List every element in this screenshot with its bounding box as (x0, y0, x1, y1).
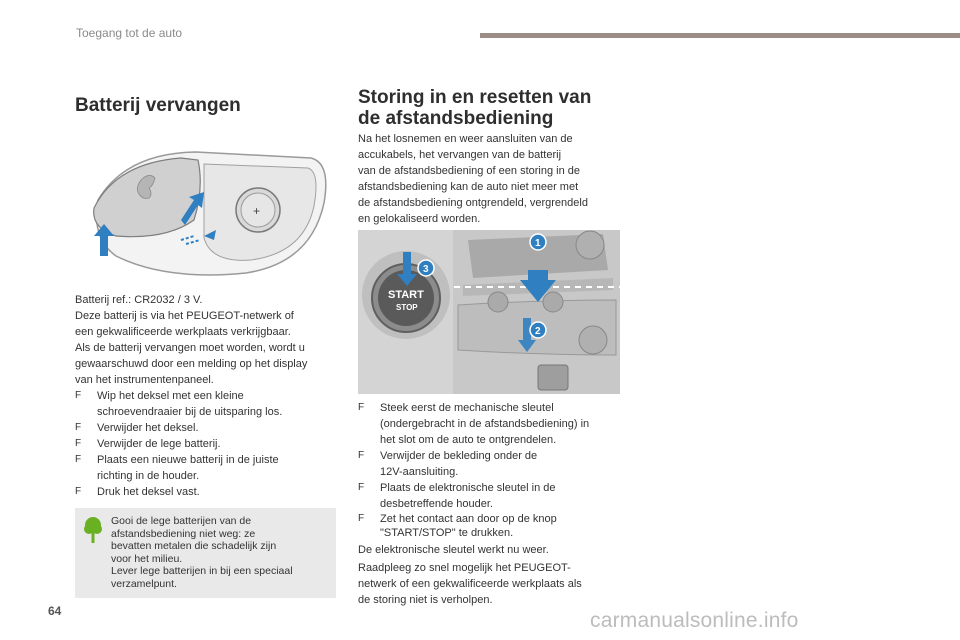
reset-outro-text: De elektronische sleutel werkt nu weer. Raadpleeg zo snel mogelijk het PEUGEOT- netwerk of een gekwalificeerde werkplaats als de storing niet is verholpen. (358, 544, 582, 606)
environment-note-box (75, 508, 336, 598)
remote-reset-title: Storing in en resetten van de afstandsbediening (358, 87, 592, 129)
list-item: F Verwijder de lege batterij. (75, 438, 221, 450)
reset-intro-text: Na het losnemen en weer aansluiten van de accukabels, het vervangen van de batterij van de afstandsbediening of een storing in de afstandsbediening kan de auto niet meer met de afstandsbediening ontgrendeld, vergrendeld en gelokaliseerd worden. (358, 133, 588, 225)
dashboard-start-stop-illustration (358, 230, 620, 394)
header-rule (480, 33, 960, 38)
list-item: F Wip het deksel met een kleine schroevendraaier bij de uitsparing los. (75, 390, 283, 418)
remote-key-battery-illustration (86, 148, 336, 278)
list-item: F Zet het contact aan door op de knop "START/STOP" te drukken. (358, 513, 557, 539)
dashboard-drawing (358, 230, 620, 394)
battery-intro-text: Batterij ref.: CR2032 / 3 V. Deze batterij is via het PEUGEOT-netwerk of een gekwalificeerde werkplaats verkrijgbaar. Als de batterij vervangen moet worden, wordt u gewaarschuwd door een melding op het display van het instrumentenpaneel. (75, 294, 308, 386)
note-text: Gooi de lege batterijen van de afstandsbediening niet weg: ze bevatten metalen die schadelijk zijn voor het milieu. Lever lege batterijen in bij een speciaal verzamelpunt. (111, 515, 293, 590)
start-label: START (388, 289, 424, 301)
page-number: 64 (48, 604, 62, 618)
list-item: F Verwijder het deksel. (75, 422, 199, 434)
stop-label: STOP (396, 303, 418, 312)
battery-steps-list (75, 388, 345, 500)
step-2-label: 2 (535, 326, 541, 337)
reset-steps-list (358, 400, 628, 540)
step-1-label: 1 (535, 238, 541, 249)
watermark-text: carmanualsonline.info (590, 609, 799, 632)
tree-icon (83, 516, 103, 544)
list-item: F Verwijder de bekleding onder de 12V-aansluiting. (358, 450, 538, 478)
section-header-title: Toegang tot de auto (76, 26, 183, 40)
battery-replacement-title: Batterij vervangen (75, 95, 241, 116)
step-3-label: 3 (423, 264, 429, 275)
list-item: F Steek eerst de mechanische sleutel (ondergebracht in de afstandsbediening) in het slot om de auto te ontgrendelen. (358, 402, 590, 446)
svg-text:+: + (253, 204, 261, 218)
list-item: F Plaats een nieuwe batterij in de juiste richting in de houder. (75, 454, 279, 482)
list-item: F Druk het deksel vast. (75, 486, 200, 498)
list-item: F Plaats de elektronische sleutel in de desbetreffende houder. (358, 482, 556, 510)
